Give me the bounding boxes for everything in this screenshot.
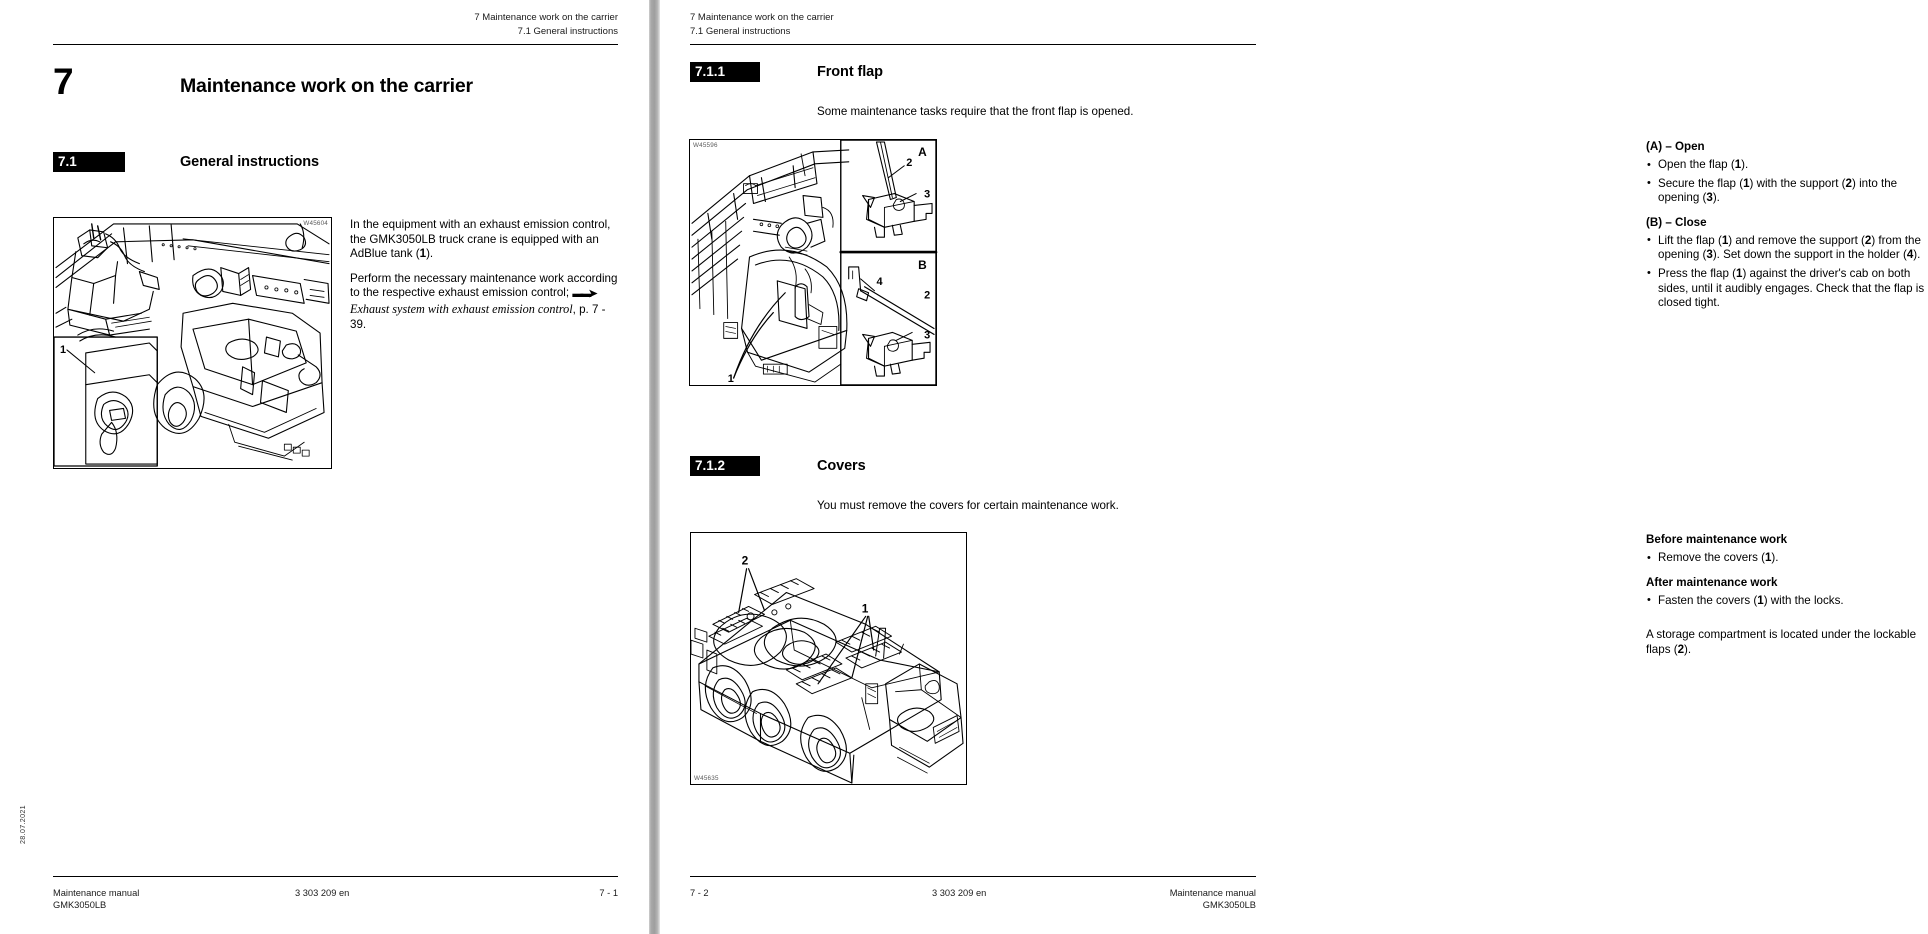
- covers-instructions: [1646, 532, 1928, 657]
- figure-id-label: W45604: [303, 220, 328, 227]
- running-head-right: [690, 11, 834, 38]
- figure-callout-2-b: 2: [924, 289, 931, 302]
- figure-id-label: W45635: [694, 775, 719, 782]
- figure-callout-1: 1: [861, 601, 869, 616]
- footer-model: GMK3050LB: [1202, 900, 1256, 911]
- header-rule: [53, 44, 618, 45]
- left-page: [0, 0, 649, 934]
- section-number-badge-7-1: 7.1: [53, 152, 125, 172]
- page-gutter: [649, 0, 660, 934]
- figure-panel-label-b: B: [918, 257, 927, 272]
- paragraph-exhaust-ref: Perform the necessary maintenance work according to the respective exhaust emission control; ▬▬➤ Exhaust system with exhaust emission control, p. 7 - 39.: [350, 271, 618, 331]
- figure-callout-4-b: 4: [876, 275, 883, 288]
- footer-rule: [690, 876, 1256, 877]
- right-page: [660, 0, 1925, 934]
- list-item: • Press the flap (1) against the driver's cab on both sides, until it audibly engages. Check that the flap is closed tight.: [1646, 267, 1928, 311]
- figure-callout-1: 1: [59, 343, 67, 356]
- figure-front-flap: [689, 139, 937, 386]
- before-maintenance-heading: Before maintenance work: [1646, 533, 1788, 546]
- left-body-text: [350, 218, 622, 332]
- front-flap-instructions: [1646, 139, 1928, 320]
- group-a-heading: (A) – Open: [1646, 140, 1705, 153]
- list-item: • Open the flap (1).: [1646, 158, 1928, 173]
- section-number-badge-7-1-2: 7.1.2: [690, 456, 760, 476]
- footer-manual-title: Maintenance manual: [1169, 888, 1256, 898]
- list-item: • Remove the covers (1).: [1646, 551, 1928, 566]
- running-head-left: [474, 11, 618, 38]
- section-711-intro: Some maintenance tasks require that the front flap is opened.: [817, 105, 1134, 118]
- section-title-7-1-1: Front flap: [817, 64, 883, 80]
- header-rule: [690, 44, 1256, 45]
- figure-covers: [690, 532, 967, 785]
- list-item: • Lift the flap (1) and remove the support (2) from the opening (3). Set down the support in the holder (4).: [1646, 234, 1928, 263]
- figure-panel-label-a: A: [918, 144, 927, 159]
- figure-callout-3-b: 3: [924, 329, 931, 342]
- figure-id-label: W45596: [693, 142, 718, 149]
- section-number-badge-7-1-1: 7.1.1: [690, 62, 760, 82]
- running-head-chapter: 7 Maintenance work on the carrier: [690, 12, 834, 23]
- footer-doc-number-left: 3 303 209 en: [295, 888, 350, 898]
- footer-doc-number-right: 3 303 209 en: [932, 888, 987, 898]
- footer-page-number-right: 7 - 2: [690, 888, 709, 898]
- figure-callout-1: 1: [727, 373, 734, 386]
- after-maintenance-heading: After maintenance work: [1646, 575, 1778, 589]
- cross-reference-arrow-icon: ▬▬➤: [572, 288, 598, 301]
- footer-imprint-right: [1170, 887, 1256, 912]
- date-stamp-left: 28.07.2021: [18, 805, 27, 844]
- footer-page-number-left: 7 - 1: [599, 888, 618, 898]
- list-item: • Secure the flap (1) with the support (2) into the opening (3).: [1646, 177, 1928, 206]
- group-a-list: [1646, 158, 1928, 206]
- running-head-chapter: 7 Maintenance work on the carrier: [474, 12, 618, 23]
- running-head-section: 7.1 General instructions: [517, 25, 618, 37]
- section-title-7-1: General instructions: [180, 154, 320, 170]
- chapter-title: Maintenance work on the carrier: [180, 75, 473, 97]
- figure-callout-2: 2: [741, 553, 749, 568]
- after-maintenance-list: [1646, 594, 1928, 609]
- section-title-7-1-2: Covers: [817, 458, 866, 474]
- footer-model: GMK3050LB: [53, 900, 107, 911]
- group-b-list: [1646, 234, 1928, 311]
- list-item: • Fasten the covers (1) with the locks.: [1646, 594, 1928, 609]
- footer-rule: [53, 876, 618, 877]
- paragraph-adblue: In the equipment with an exhaust emission control, the GMK3050LB truck crane is equipped with an AdBlue tank (1).: [350, 218, 611, 261]
- chapter-number: 7: [53, 61, 73, 102]
- before-maintenance-list: [1646, 551, 1928, 566]
- figure-adblue-tank: [53, 217, 332, 469]
- cross-reference-link[interactable]: Exhaust system with exhaust emission control: [350, 301, 573, 316]
- figure-callout-3-a: 3: [924, 188, 931, 201]
- group-b-heading: (B) – Close: [1646, 215, 1707, 229]
- figure-callout-2-a: 2: [906, 156, 913, 169]
- section-712-intro: You must remove the covers for certain maintenance work.: [817, 499, 1119, 512]
- storage-compartment-note: A storage compartment is located under the lockable flaps (2).: [1646, 628, 1917, 656]
- footer-manual-title: Maintenance manual: [53, 888, 140, 898]
- footer-imprint-left: [53, 887, 139, 912]
- running-head-section: 7.1 General instructions: [690, 25, 791, 37]
